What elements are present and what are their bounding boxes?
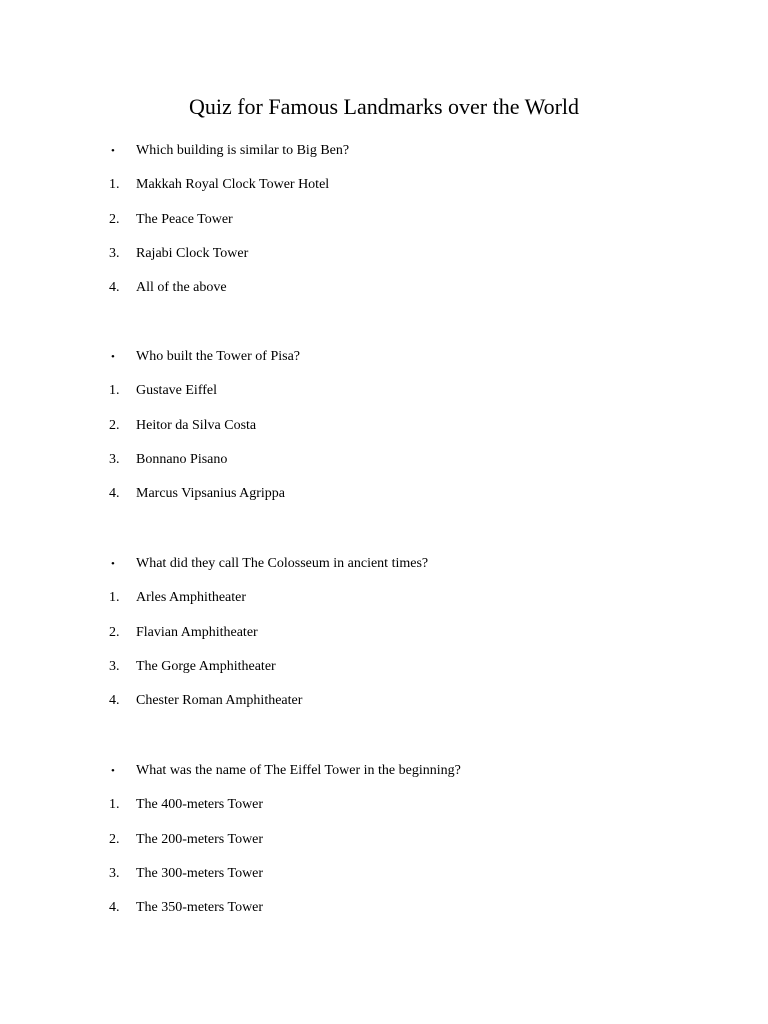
option-number: 2. [109,625,120,640]
option-text: Chester Roman Amphitheater [136,693,303,708]
bullet-marker: • [111,765,115,777]
bullet-marker: • [111,558,115,570]
option-text: Rajabi Clock Tower [136,246,249,261]
option-number: 4. [109,900,120,915]
option-number: 1. [109,590,120,605]
question-text: What was the name of The Eiffel Tower in the beginning? [136,763,461,778]
bullet-marker: • [111,351,115,363]
question-text: Which building is similar to Big Ben? [136,143,350,158]
option-number: 1. [109,383,120,398]
option-number: 2. [109,832,120,847]
option-text: Arles Amphitheater [136,590,247,605]
option-text: Flavian Amphitheater [136,625,258,640]
option-text: The Gorge Amphitheater [136,659,276,674]
option-number: 3. [109,659,120,674]
option-text: The 350-meters Tower [136,900,264,915]
option-text: Heitor da Silva Costa [136,418,257,433]
option-text: The Peace Tower [136,212,233,227]
option-text: The 300-meters Tower [136,866,264,881]
option-number: 4. [109,486,120,501]
option-number: 4. [109,280,120,295]
option-text: Bonnano Pisano [136,452,228,467]
question-text: Who built the Tower of Pisa? [136,349,301,364]
question-text: What did they call The Colosseum in ancient times? [136,556,429,571]
option-text: Marcus Vipsanius Agrippa [136,486,285,501]
option-number: 3. [109,246,120,261]
option-number: 2. [109,212,120,227]
option-number: 2. [109,418,120,433]
option-text: The 200-meters Tower [136,832,264,847]
option-text: Makkah Royal Clock Tower Hotel [136,177,330,192]
option-text: The 400-meters Tower [136,797,264,812]
option-number: 1. [109,797,120,812]
option-number: 3. [109,452,120,467]
option-text: All of the above [136,280,227,295]
bullet-marker: • [111,145,115,157]
option-number: 3. [109,866,120,881]
page-title: Quiz for Famous Landmarks over the World [188,94,580,119]
option-text: Gustave Eiffel [136,383,217,398]
option-number: 4. [109,693,120,708]
option-number: 1. [109,177,120,192]
